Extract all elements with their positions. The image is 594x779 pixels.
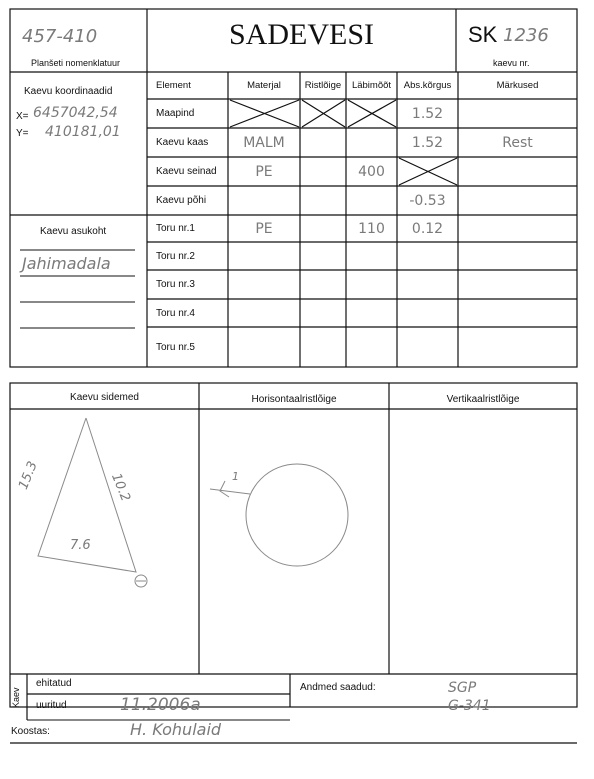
well-label: kaevu nr. bbox=[493, 58, 530, 68]
table-cell-cross bbox=[300, 99, 346, 128]
table-cell-height bbox=[397, 270, 458, 299]
surveyed-label: uuritud bbox=[36, 700, 67, 711]
well-prefix: SK bbox=[468, 22, 498, 47]
well-number: 1236 bbox=[503, 25, 549, 46]
table-cell-notes bbox=[458, 299, 577, 327]
table-cell-cross bbox=[300, 327, 346, 367]
table-cell-height: 1.52 bbox=[411, 134, 444, 151]
table-cell-cross bbox=[300, 299, 346, 327]
table-cell-diameter bbox=[346, 270, 397, 299]
sheet-label: Planšeti nomenklatuur bbox=[31, 58, 121, 68]
table-cell-height: -0.53 bbox=[409, 192, 446, 209]
table-cell-material bbox=[228, 299, 300, 327]
data-source-value-1: SGP bbox=[448, 680, 477, 696]
tie-side-right: 10.2 bbox=[108, 471, 133, 504]
table-cell-material bbox=[228, 327, 300, 367]
table-header-cell: Element bbox=[156, 80, 191, 91]
table-cell-notes bbox=[458, 270, 577, 299]
coordinates-label: Kaevu koordinaadid bbox=[24, 86, 113, 97]
table-cell-height bbox=[397, 327, 458, 367]
table-cell-material bbox=[228, 270, 300, 299]
table-row-element: Maapind bbox=[156, 108, 195, 119]
coordinate-y-prefix: Y= bbox=[16, 128, 29, 139]
table-cell-height: 1.52 bbox=[411, 105, 444, 122]
location-label: Kaevu asukoht bbox=[40, 226, 107, 237]
table-row-element: Kaevu kaas bbox=[156, 137, 209, 148]
well-circle bbox=[246, 464, 348, 566]
horizontal-panel-label: Horisontaalristlõige bbox=[251, 394, 337, 405]
table-cell-diameter: 400 bbox=[358, 163, 385, 180]
tie-side-bottom: 7.6 bbox=[70, 538, 91, 553]
bottom-section-border bbox=[10, 383, 577, 707]
surveyed-value: 11.2006a bbox=[120, 695, 201, 715]
vertical-panel-label: Vertikaalristlõige bbox=[446, 394, 520, 405]
table-cell-material: PE bbox=[255, 220, 273, 237]
table-cell-diameter bbox=[346, 242, 397, 270]
table-row-element: Kaevu põhi bbox=[156, 195, 207, 206]
table-cell-diameter bbox=[346, 299, 397, 327]
table-header-cell: Märkused bbox=[496, 80, 539, 91]
table-header-cell: Materjal bbox=[247, 80, 281, 91]
table-row-element: Toru nr.2 bbox=[156, 250, 195, 262]
table-cell-height bbox=[397, 157, 458, 186]
table-header-cell: Ristlõige bbox=[304, 80, 342, 91]
table-cell-diameter bbox=[346, 128, 397, 157]
table-row-element: Toru nr.4 bbox=[156, 307, 195, 319]
table-cell-material bbox=[228, 186, 300, 215]
table-row-element: Kaevu seinad bbox=[156, 166, 217, 177]
table-cell-notes: Rest bbox=[502, 134, 533, 151]
location-value: Jahimadala bbox=[22, 254, 111, 273]
well-side-label: Kaev bbox=[11, 687, 21, 708]
table-row-element: Toru nr.3 bbox=[156, 279, 195, 290]
table-header-cell: Läbimõõt bbox=[351, 80, 392, 91]
table-cell-notes bbox=[458, 327, 577, 367]
table-cell-material bbox=[228, 242, 300, 270]
table-cell-cross bbox=[300, 186, 346, 215]
sheet-number: 457-410 bbox=[22, 26, 98, 47]
table-row-element: Toru nr.1 bbox=[156, 223, 195, 234]
coordinate-y-value: 410181,01 bbox=[45, 124, 121, 140]
author-value: H. Kohulaid bbox=[130, 720, 222, 739]
table-cell-material: PE bbox=[255, 163, 273, 180]
pipe-arrow bbox=[210, 489, 250, 494]
coordinate-x-prefix: X= bbox=[16, 111, 29, 122]
table-cell-height bbox=[397, 299, 458, 327]
table-cell-notes bbox=[458, 157, 577, 186]
author-label: Koostas: bbox=[11, 726, 50, 737]
table-cell-height bbox=[397, 242, 458, 270]
table-cell-material bbox=[228, 99, 300, 128]
table-cell-cross bbox=[300, 215, 346, 242]
table-row-element: Toru nr.5 bbox=[156, 341, 195, 353]
table-cell-notes bbox=[458, 186, 577, 215]
table-cell-material: MALM bbox=[243, 134, 285, 151]
table-cell-height: 0.12 bbox=[411, 220, 444, 237]
data-source-value-2: G-341 bbox=[448, 698, 491, 714]
table-cell-diameter bbox=[346, 99, 397, 128]
data-source-label: Andmed saadud: bbox=[300, 682, 376, 693]
coordinate-x-value: 6457042,54 bbox=[33, 105, 118, 121]
ties-panel-label: Kaevu sidemed bbox=[70, 392, 139, 403]
table-cell-cross bbox=[300, 128, 346, 157]
built-label: ehitatud bbox=[36, 678, 72, 689]
table-header-cell: Abs.kõrgus bbox=[403, 80, 452, 91]
page-title: SADEVESI bbox=[228, 18, 374, 51]
table-cell-notes bbox=[458, 99, 577, 128]
tie-side-left: 15.3 bbox=[16, 459, 41, 492]
table-cell-diameter: 110 bbox=[358, 220, 385, 237]
table-cell-diameter bbox=[346, 186, 397, 215]
table-cell-diameter bbox=[346, 327, 397, 367]
pipe-number: 1 bbox=[232, 470, 239, 483]
table-cell-cross bbox=[300, 242, 346, 270]
table-cell-cross bbox=[300, 157, 346, 186]
table-cell-cross bbox=[300, 270, 346, 299]
table-cell-notes bbox=[458, 215, 577, 242]
table-cell-notes bbox=[458, 242, 577, 270]
